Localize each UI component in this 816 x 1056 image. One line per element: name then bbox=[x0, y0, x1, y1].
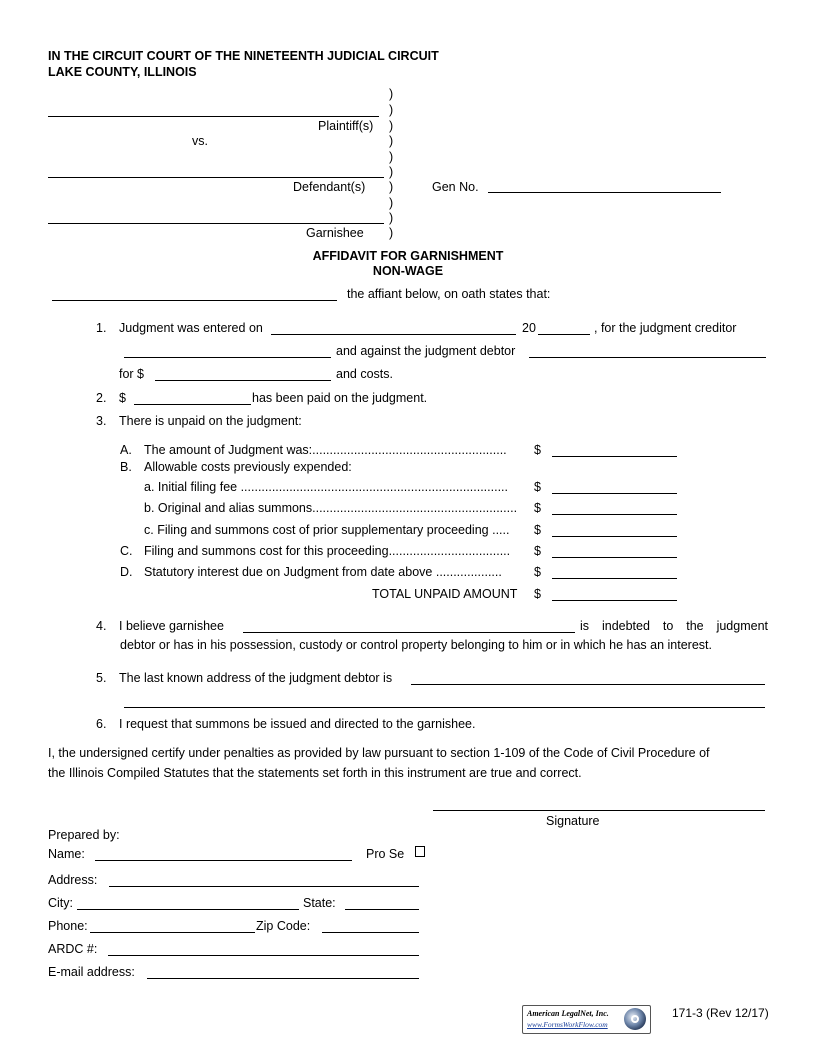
pro-se-label: Pro Se bbox=[366, 847, 405, 861]
signature-label: Signature bbox=[546, 814, 600, 828]
affiant-statement: the affiant below, on oath states that: bbox=[347, 287, 551, 301]
certification-text-2: the Illinois Compiled Statutes that the statements set forth in this instrument are true and correct. bbox=[48, 766, 582, 780]
form-number: 171-3 (Rev 12/17) bbox=[672, 1006, 769, 1020]
email-field[interactable] bbox=[147, 978, 419, 979]
vs-label: vs. bbox=[192, 134, 208, 148]
dollar-sign: $ bbox=[534, 523, 541, 537]
caption-paren: ) bbox=[389, 134, 394, 148]
caption-paren: ) bbox=[389, 103, 394, 117]
item4-indebted-text: is indebted to the judgment bbox=[580, 619, 768, 633]
caption-paren: ) bbox=[389, 196, 394, 210]
item5-text: The last known address of the judgment debtor is bbox=[119, 671, 393, 685]
row-letter: D. bbox=[120, 565, 133, 579]
dollar-sign: $ bbox=[534, 544, 541, 558]
garnishee-name-field[interactable] bbox=[243, 632, 575, 633]
item-number: 4. bbox=[96, 619, 107, 633]
item1-text: Judgment was entered on bbox=[119, 321, 263, 335]
item1-costs-text: and costs. bbox=[336, 367, 393, 381]
phone-field[interactable] bbox=[90, 932, 255, 933]
name-label: Name: bbox=[48, 847, 85, 861]
state-field[interactable] bbox=[345, 909, 419, 910]
item1-amount-text: for $ bbox=[119, 367, 145, 381]
row-label: Allowable costs previously expended: bbox=[144, 460, 352, 474]
item4-text-cont: debtor or has in his possession, custody or control property belonging to him or in which he has an interest. bbox=[120, 638, 712, 652]
item-number: 5. bbox=[96, 671, 107, 685]
caption-paren: ) bbox=[389, 150, 394, 164]
globe-icon bbox=[624, 1008, 646, 1030]
company-logo bbox=[522, 1005, 651, 1034]
row-label: Statutory interest due on Judgment from date above ................... bbox=[144, 565, 502, 579]
judgment-amount-input[interactable] bbox=[552, 456, 677, 457]
debtor-address-field-2[interactable] bbox=[124, 707, 765, 708]
company-url[interactable]: www.FormsWorkFlow.com bbox=[527, 1020, 608, 1029]
address-field[interactable] bbox=[109, 886, 419, 887]
total-label: TOTAL UNPAID AMOUNT bbox=[372, 587, 518, 601]
judgment-date-field[interactable] bbox=[271, 334, 516, 335]
dollar-sign: $ bbox=[534, 565, 541, 579]
defendant-label: Defendant(s) bbox=[293, 180, 366, 194]
zip-field[interactable] bbox=[322, 932, 419, 933]
item4-text: I believe garnishee bbox=[119, 619, 224, 633]
caption-paren: ) bbox=[389, 87, 394, 101]
court-county: LAKE COUNTY, ILLINOIS bbox=[48, 65, 197, 79]
item-number: 6. bbox=[96, 717, 107, 731]
city-field[interactable] bbox=[77, 909, 299, 910]
garnishee-label: Garnishee bbox=[306, 226, 364, 240]
email-label: E-mail address: bbox=[48, 965, 135, 979]
row-label: The amount of Judgment was:........................................................ bbox=[144, 443, 507, 457]
ardc-label: ARDC #: bbox=[48, 942, 98, 956]
item2-text: has been paid on the judgment. bbox=[252, 391, 428, 405]
city-label: City: bbox=[48, 896, 73, 910]
certification-text: I, the undersigned certify under penalties as provided by law pursuant to section 1-109 of the Code of Civil Procedure of bbox=[48, 746, 710, 760]
state-label: State: bbox=[303, 896, 336, 910]
item-number: 1. bbox=[96, 321, 107, 335]
year-prefix: 20 bbox=[522, 321, 536, 335]
signature-line[interactable] bbox=[433, 810, 765, 811]
affiant-name-field[interactable] bbox=[52, 300, 337, 301]
caption-paren: ) bbox=[389, 165, 394, 179]
dollar-sign: $ bbox=[119, 391, 126, 405]
gen-no-field[interactable] bbox=[488, 192, 721, 193]
creditor-name-field[interactable] bbox=[124, 357, 331, 358]
row-letter: C. bbox=[120, 544, 133, 558]
judgment-year-field[interactable] bbox=[538, 334, 590, 335]
plaintiff-label: Plaintiff(s) bbox=[318, 119, 374, 133]
item1-debtor-text: and against the judgment debtor bbox=[336, 344, 516, 358]
pro-se-checkbox[interactable] bbox=[415, 846, 425, 857]
dollar-sign: $ bbox=[534, 501, 541, 515]
form-title: AFFIDAVIT FOR GARNISHMENT bbox=[312, 249, 504, 263]
caption-paren: ) bbox=[389, 226, 394, 240]
plaintiff-line[interactable] bbox=[48, 116, 379, 117]
zip-label: Zip Code: bbox=[256, 919, 311, 933]
debtor-address-field[interactable] bbox=[411, 684, 765, 685]
filing-fee-input[interactable] bbox=[552, 493, 677, 494]
summons-input[interactable] bbox=[552, 514, 677, 515]
paid-amount-field[interactable] bbox=[134, 404, 251, 405]
company-name: American LegalNet, Inc. bbox=[527, 1009, 609, 1018]
row-label: Filing and summons cost for this proceeding................................... bbox=[144, 544, 511, 558]
row-letter: A. bbox=[120, 443, 132, 457]
garnishee-line[interactable] bbox=[48, 223, 384, 224]
dollar-sign: $ bbox=[534, 587, 541, 601]
court-name: IN THE CIRCUIT COURT OF THE NINETEENTH JUDICIAL CIRCUIT bbox=[48, 49, 439, 63]
item3-text: There is unpaid on the judgment: bbox=[119, 414, 302, 428]
ardc-field[interactable] bbox=[108, 955, 419, 956]
caption-paren: ) bbox=[389, 180, 394, 194]
judgment-amount-field[interactable] bbox=[155, 380, 331, 381]
row-letter: B. bbox=[120, 460, 132, 474]
caption-paren: ) bbox=[389, 119, 394, 133]
this-proceeding-input[interactable] bbox=[552, 557, 677, 558]
row-label: c. Filing and summons cost of prior supplementary proceeding ..... bbox=[144, 523, 510, 537]
dollar-sign: $ bbox=[534, 443, 541, 457]
dollar-sign: $ bbox=[534, 480, 541, 494]
caption-paren: ) bbox=[389, 211, 394, 225]
debtor-name-field[interactable] bbox=[529, 357, 766, 358]
phone-label: Phone: bbox=[48, 919, 88, 933]
item-number: 2. bbox=[96, 391, 107, 405]
row-label: a. Initial filing fee ............................................................................. bbox=[144, 480, 508, 494]
interest-input[interactable] bbox=[552, 578, 677, 579]
prepared-by-heading: Prepared by: bbox=[48, 828, 120, 842]
item1-creditor-text: , for the judgment creditor bbox=[594, 321, 737, 335]
gen-no-label: Gen No. bbox=[432, 180, 479, 194]
prior-proceeding-input[interactable] bbox=[552, 536, 677, 537]
defendant-line[interactable] bbox=[48, 177, 384, 178]
row-label: b. Original and alias summons........................................................... bbox=[144, 501, 518, 515]
form-subtitle: NON-WAGE bbox=[372, 264, 444, 278]
name-field[interactable] bbox=[95, 860, 352, 861]
address-label: Address: bbox=[48, 873, 98, 887]
total-input[interactable] bbox=[552, 600, 677, 601]
item-number: 3. bbox=[96, 414, 107, 428]
item6-text: I request that summons be issued and directed to the garnishee. bbox=[119, 717, 476, 731]
